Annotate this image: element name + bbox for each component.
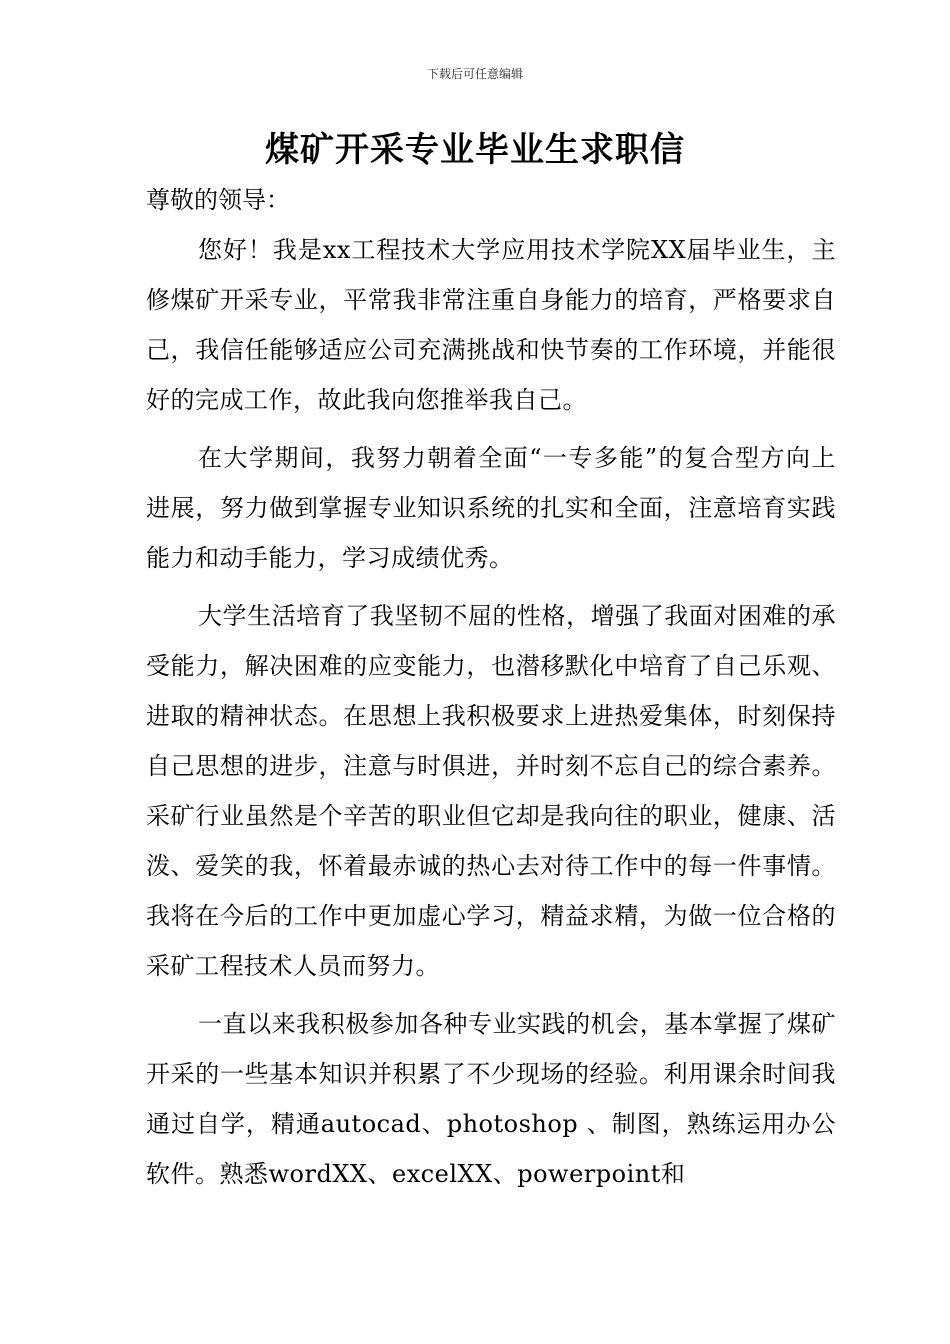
paragraph-1: 您好！我是xx工程技术大学应用技术学院XX届毕业生，主修煤矿开采专业，平常我非常注重自身能力的培育，严格要求自己，我信任能够适应公司充满挑战和快节奏的工作环境，并能很好的完成工作，故此我向您推举我自己。	[146, 236, 836, 414]
letter-body	[146, 225, 836, 1207]
paragraph-3: 大学生活培育了我坚韧不屈的性格，增强了我面对困难的承受能力，解决困难的应变能力，也潜移默化中培育了自己乐观、进取的精神状态。在思想上我积极要求上进热爱集体，时刻保持自己思想的进步，注意与时俱进，并时刻不忘自己的综合素养。采矿行业虽然是个辛苦的职业但它却是我向往的职业，健康、活泼、爱笑的我，怀着最赤诚的热心去对待工作中的每一件事情。我将在今后的工作中更加虚心学习，精益求精，为做一位合格的采矿工程技术人员而努力。	[146, 602, 836, 980]
paragraph-4: 一直以来我积极参加各种专业实践的机会，基本掌握了煤矿开采的一些基本知识并积累了不少现场的经验。利用课余时间我通过自学，精通autocad、photoshop 、制图，熟练运用办公软件。熟悉wordXX、excelXX、powerpoint和	[146, 1010, 836, 1188]
salutation: 尊敬的领导：	[146, 186, 290, 214]
paragraph-2: 在大学期间，我努力朝着全面“一专多能”的复合型方向上进展，努力做到掌握专业知识系统的扎实和全面，注意培育实践能力和动手能力，学习成绩优秀。	[146, 444, 836, 572]
document-title: 煤矿开采专业毕业生求职信	[265, 130, 685, 170]
header-note: 下载后可任意编辑	[426, 67, 523, 81]
